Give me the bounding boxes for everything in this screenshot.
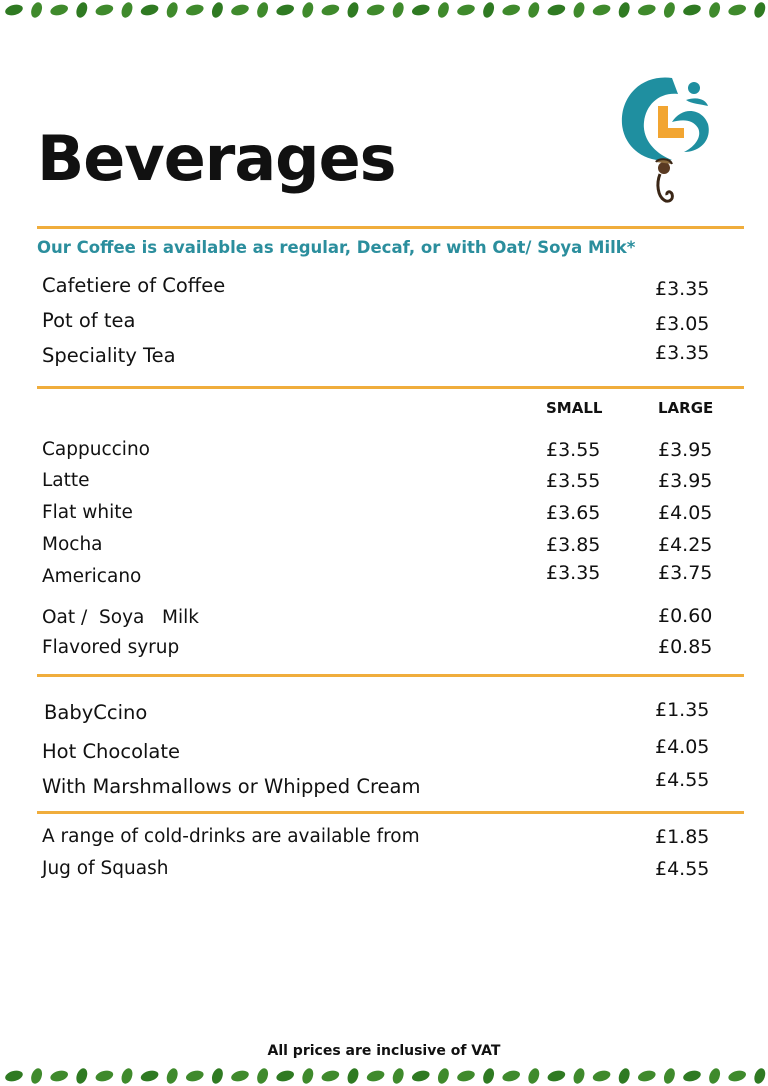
- item-price: £0.85: [658, 636, 713, 658]
- item-price-large: £4.25: [658, 534, 713, 556]
- leaf-icon: [481, 1, 496, 19]
- leaf-icon: [366, 3, 386, 17]
- leaf-icon: [727, 1069, 747, 1083]
- leaf-icon: [501, 1069, 521, 1083]
- leaf-icon: [546, 3, 566, 17]
- menu-item: [42, 607, 722, 635]
- leaf-icon: [230, 3, 250, 17]
- leaf-icon: [546, 1069, 566, 1083]
- item-price: £1.85: [655, 826, 710, 848]
- item-price-small: £3.85: [546, 534, 601, 556]
- item-name: Pot of tea: [42, 309, 136, 332]
- leaf-icon: [501, 3, 521, 17]
- leaf-icon: [592, 3, 612, 17]
- leaf-icon: [300, 1067, 315, 1085]
- leaf-icon: [210, 1067, 225, 1085]
- menu-item: [42, 534, 722, 562]
- item-name: Flat white: [42, 502, 133, 523]
- leaf-icon: [210, 1, 225, 19]
- leaf-icon: [255, 1, 270, 19]
- leaf-icon: [320, 3, 340, 17]
- leaf-icon: [94, 1069, 114, 1083]
- size-header-small: SMALL: [546, 399, 603, 417]
- leaf-icon: [637, 3, 657, 17]
- leaf-icon: [456, 3, 476, 17]
- size-header-large: LARGE: [658, 399, 714, 417]
- leaf-icon: [436, 1067, 451, 1085]
- item-price-large: £4.05: [658, 502, 713, 524]
- leaf-icon: [456, 1069, 476, 1083]
- leaf-icon: [165, 1, 180, 19]
- menu-item: [42, 858, 722, 886]
- item-price: £4.05: [655, 736, 710, 758]
- leaf-icon: [4, 3, 24, 17]
- menu-item: [42, 637, 722, 665]
- leaf-icon: [4, 1069, 24, 1083]
- leaf-icon: [275, 1069, 295, 1083]
- leaf-icon: [165, 1067, 180, 1085]
- item-price: £3.35: [655, 342, 710, 364]
- menu-item: [42, 439, 722, 467]
- item-name: Cappuccino: [42, 439, 150, 460]
- item-price: £3.05: [655, 313, 710, 335]
- divider: [37, 811, 744, 814]
- leaf-icon: [320, 1069, 340, 1083]
- leaf-icon: [29, 1, 44, 19]
- item-name: Jug of Squash: [42, 858, 169, 879]
- item-price-small: £3.35: [546, 562, 601, 584]
- item-price: £1.35: [655, 699, 710, 721]
- leaf-border-bottom: [0, 1066, 768, 1086]
- item-name: Americano: [42, 566, 142, 587]
- item-price-small: £3.55: [546, 439, 601, 461]
- leaf-icon: [255, 1067, 270, 1085]
- leaf-icon: [300, 1, 315, 19]
- leaf-icon: [275, 3, 295, 17]
- cafe-logo-icon: [612, 66, 722, 211]
- divider: [37, 674, 744, 677]
- item-name: A range of cold-drinks are available from: [42, 826, 420, 847]
- leaf-icon: [230, 1069, 250, 1083]
- item-price-large: £3.95: [658, 439, 713, 461]
- leaf-icon: [346, 1067, 361, 1085]
- leaf-icon: [526, 1, 541, 19]
- item-name: BabyCcino: [44, 701, 148, 724]
- leaf-border-top: [0, 0, 768, 20]
- menu-item: [42, 274, 722, 302]
- coffee-options-note: Our Coffee is available as regular, Decaf, or with Oat/ Soya Milk*: [37, 238, 636, 257]
- menu-item: [42, 562, 722, 594]
- item-name: Flavored syrup: [42, 637, 180, 658]
- leaf-icon: [707, 1, 722, 19]
- item-price: £4.55: [655, 769, 710, 791]
- menu-item: [42, 502, 722, 530]
- leaf-icon: [592, 1069, 612, 1083]
- item-name: Speciality Tea: [42, 344, 176, 367]
- leaf-icon: [49, 3, 69, 17]
- item-name: Oat / Soya Milk: [42, 607, 199, 628]
- divider: [37, 226, 744, 229]
- leaf-icon: [120, 1067, 135, 1085]
- menu-item: [42, 826, 722, 854]
- menu-item: [42, 769, 722, 803]
- leaf-icon: [74, 1, 89, 19]
- leaf-icon: [185, 3, 205, 17]
- leaf-icon: [526, 1067, 541, 1085]
- leaf-icon: [436, 1, 451, 19]
- divider: [37, 386, 744, 389]
- leaf-icon: [140, 1069, 160, 1083]
- item-name: Mocha: [42, 534, 103, 555]
- leaf-icon: [481, 1067, 496, 1085]
- leaf-icon: [29, 1067, 44, 1085]
- item-price-small: £3.55: [546, 470, 601, 492]
- menu-item: [42, 470, 722, 498]
- leaf-icon: [572, 1, 587, 19]
- menu-item: [42, 309, 722, 337]
- item-price-large: £3.75: [658, 562, 713, 584]
- page-title: Beverages: [37, 122, 396, 195]
- leaf-icon: [662, 1067, 677, 1085]
- item-price: £4.55: [655, 858, 710, 880]
- leaf-icon: [185, 1069, 205, 1083]
- leaf-icon: [94, 3, 114, 17]
- leaf-icon: [74, 1067, 89, 1085]
- leaf-icon: [411, 3, 431, 17]
- item-price: £3.35: [655, 278, 710, 300]
- menu-item: [42, 701, 722, 729]
- leaf-icon: [637, 1069, 657, 1083]
- leaf-icon: [682, 1069, 702, 1083]
- leaf-icon: [391, 1, 406, 19]
- leaf-icon: [727, 3, 747, 17]
- leaf-icon: [411, 1069, 431, 1083]
- leaf-icon: [49, 1069, 69, 1083]
- item-price: £0.60: [658, 605, 713, 627]
- leaf-icon: [682, 3, 702, 17]
- leaf-icon: [617, 1, 632, 19]
- leaf-icon: [572, 1067, 587, 1085]
- vat-note: All prices are inclusive of VAT: [267, 1043, 501, 1059]
- item-name: Cafetiere of Coffee: [42, 274, 226, 297]
- item-name: Hot Chocolate: [42, 740, 181, 763]
- leaf-icon: [617, 1067, 632, 1085]
- leaf-icon: [140, 3, 160, 17]
- leaf-icon: [391, 1067, 406, 1085]
- leaf-icon: [752, 1067, 767, 1085]
- leaf-icon: [752, 1, 767, 19]
- menu-item: [42, 736, 722, 768]
- item-price-small: £3.65: [546, 502, 601, 524]
- leaf-icon: [707, 1067, 722, 1085]
- item-name: Latte: [42, 470, 90, 491]
- item-name: With Marshmallows or Whipped Cream: [42, 775, 421, 798]
- leaf-icon: [366, 1069, 386, 1083]
- item-price-large: £3.95: [658, 470, 713, 492]
- leaf-icon: [346, 1, 361, 19]
- leaf-icon: [662, 1, 677, 19]
- leaf-icon: [120, 1, 135, 19]
- menu-item: [42, 344, 722, 372]
